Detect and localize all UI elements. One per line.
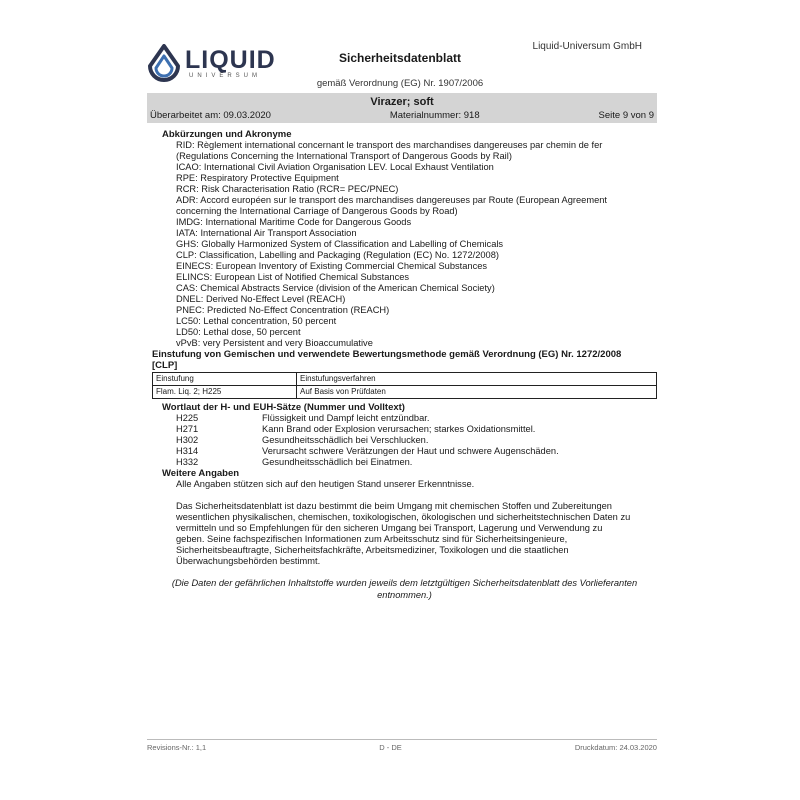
further-info-heading: Weitere Angaben [162,468,240,479]
classification-table [152,372,657,399]
h-statements-heading: Wortlaut der H- und EUH-Sätze (Nummer und Volltext) [162,402,405,413]
h-text: Kann Brand oder Explosion verursachen; starkes Oxidationsmittel. [262,424,536,434]
note-line: entnommen.) [377,589,432,600]
footer-divider [147,739,657,740]
h-code: H314 [176,446,199,456]
regulation-reference: gemäß Verordnung (EG) Nr. 1907/2006 [316,78,484,89]
abbreviation-line: IATA: International Air Transport Association [176,228,357,238]
revision-date: Überarbeitet am: 09.03.2020 [150,110,271,121]
material-number: Materialnummer: 918 [389,110,480,121]
paragraph-line: geben. Seine fachspezifischen Informationen zum Arbeitsschutz sind für Sicherheitsingenieure, [176,534,568,544]
language-code: D - DE [379,743,402,752]
h-code: H271 [176,424,199,434]
paragraph-line: Sicherheitsbeauftragte, Sicherheitsfachkräfte, Arbeitsmediziner, Toxikologen und die staatlichen [176,545,569,555]
paragraph-line: Überwachungsbehörden bestimmt. [176,556,321,566]
abbreviation-line: LD50: Lethal dose, 50 percent [176,327,301,337]
page-footer [147,743,657,752]
classification-heading-line2: [CLP] [152,360,178,371]
abbreviations-heading: Abkürzungen und Akronyme [162,129,292,140]
table-header-cell: Einstufung [153,373,297,386]
abbreviation-line: ELINCS: European List of Notified Chemical Substances [176,272,410,282]
h-text: Flüssigkeit und Dampf leicht entzündbar. [262,413,430,423]
h-statements-list [152,413,657,468]
h-code: H332 [176,457,199,467]
abbreviation-line: PNEC: Predicted No-Effect Concentration (REACH) [176,305,390,315]
supplier-note [152,578,657,601]
paragraph-line: vermitteln und so Empfehlungen für den sicheren Umgang bei Transport, Lagerung und Verwendung zu [176,523,603,533]
paragraph-line: wesentlichen physikalischen, chemischen, toxikologischen, ökologischen und sicherheitstechnischen Daten zu [176,512,631,522]
note-line: (Die Daten der gefährlichen Inhaltstoffe wurden jeweils dem letztgültigen Sicherheitsdatenblatt des Vorlieferanten [171,578,638,588]
table-header-cell: Einstufungsverfahren [297,373,657,386]
abbreviation-line: ADR: Accord européen sur le transport des marchandises dangereuses par Route (European Agreement [176,195,608,205]
abbreviation-line: CLP: Classification, Labelling and Packaging (Regulation (EC) No. 1272/2008) [176,250,499,260]
logo-text: LIQUID [185,46,276,74]
abbreviation-line: (Regulations Concerning the International Transport of Dangerous Goods by Rail) [176,151,512,161]
document-title: Sicherheitsdatenblatt [338,51,462,65]
print-date: Druckdatum: 24.03.2020 [574,743,657,752]
product-band [147,93,657,123]
h-statement-row [152,413,657,424]
abbreviation-line: ICAO: International Civil Aviation Organisation LEV. Local Exhaust Ventilation [176,162,494,172]
h-statement-row [152,424,657,435]
abbreviation-line: IMDG: International Maritime Code for Dangerous Goods [176,217,412,227]
band-info-row [150,110,654,121]
further-info-line: Alle Angaben stützen sich auf den heutigen Stand unserer Erkenntnisse. [176,479,475,489]
abbreviation-line: CAS: Chemical Abstracts Service (division of the American Chemical Society) [176,283,495,293]
abbreviation-line: concerning the International Carriage of Dangerous Goods by Road) [176,206,458,216]
h-text: Gesundheitsschädlich bei Verschlucken. [262,435,429,445]
table-cell: Auf Basis von Prüfdaten [297,386,657,399]
abbreviation-line: LC50: Lethal concentration, 50 percent [176,316,337,326]
table-header-row [153,373,657,386]
classification-heading-line1: Einstufung von Gemischen und verwendete Bewertungsmethode gemäß Verordnung (EG) Nr. 1272/2008 [152,349,622,360]
h-text: Gesundheitsschädlich bei Einatmen. [262,457,413,467]
table-row [153,386,657,399]
abbreviation-line: RCR: Risk Characterisation Ratio (RCR= PEC/PNEC) [176,184,399,194]
revision-number: Revisions-Nr.: 1,1 [147,743,207,752]
h-statement-row [152,435,657,446]
abbreviation-line: EINECS: European Inventory of Existing Commercial Chemical Substances [176,261,488,271]
page-number: Seite 9 von 9 [598,110,654,121]
abbreviations-list [152,140,657,349]
logo-subtext: UNIVERSUM [189,73,262,79]
table-cell: Flam. Liq. 2; H225 [153,386,297,399]
further-info-paragraph [152,501,657,567]
document-body [152,129,657,601]
paragraph-line: Das Sicherheitsdatenblatt ist dazu bestimmt die beim Umgang mit chemischen Stoffen und Zubereitungen [176,501,612,511]
company-name: Liquid-Universum GmbH [532,41,642,52]
h-code: H225 [176,413,199,423]
classification-heading [152,349,657,371]
h-text: Verursacht schwere Verätzungen der Haut und schwere Augenschäden. [262,446,559,456]
h-statement-row [152,446,657,457]
abbreviation-line: vPvB: very Persistent and very Bioaccumulative [176,338,373,348]
h-code: H302 [176,435,199,445]
product-name: Virazer; soft [370,96,434,108]
abbreviation-line: GHS: Globally Harmonized System of Classification and Labelling of Chemicals [176,239,504,249]
h-statement-row [152,457,657,468]
abbreviation-line: RID: Règlement international concernant le transport des marchandises dangereuses par chemin de fer [176,140,603,150]
abbreviation-line: RPE: Respiratory Protective Equipment [176,173,339,183]
abbreviation-line: DNEL: Derived No-Effect Level (REACH) [176,294,346,304]
